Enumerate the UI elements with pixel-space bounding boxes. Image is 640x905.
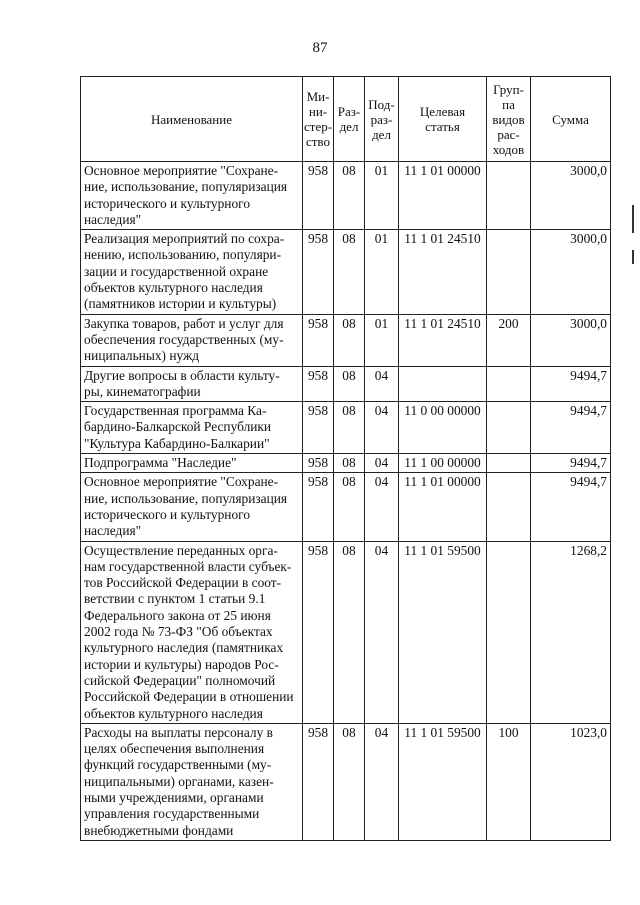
row-subsection: 04: [365, 473, 399, 541]
row-expense-group: 100: [487, 723, 531, 840]
row-target: [399, 366, 487, 402]
table-row: [81, 454, 611, 473]
scan-mark: [632, 250, 634, 264]
header-target: Целевая статья: [399, 77, 487, 162]
row-subsection: 04: [365, 723, 399, 840]
row-subsection: 04: [365, 541, 399, 723]
row-ministry: 958: [303, 454, 334, 473]
header-amount: Сумма: [531, 77, 611, 162]
row-amount: 3000,0: [531, 162, 611, 230]
header-ministry: Ми- ни- стер- ство: [303, 77, 334, 162]
budget-table: [80, 76, 611, 841]
row-target: 11 1 01 24510: [399, 314, 487, 366]
row-name: Основное мероприятие "Сохране- ние, использование, популяризация исторического и культурного наследия": [81, 473, 303, 541]
row-target: 11 1 00 00000: [399, 454, 487, 473]
header-name: Наименование: [81, 77, 303, 162]
row-expense-group: 200: [487, 314, 531, 366]
row-section: 08: [334, 454, 365, 473]
row-name: Основное мероприятие "Сохране- ние, использование, популяризация исторического и культурного наследия": [81, 162, 303, 230]
table-body: [81, 162, 611, 841]
row-subsection: 04: [365, 402, 399, 454]
table-row: [81, 366, 611, 402]
row-section: 08: [334, 402, 365, 454]
page-number: 87: [312, 40, 328, 56]
row-name: Другие вопросы в области культу- ры, кинематографии: [81, 366, 303, 402]
row-section: 08: [334, 162, 365, 230]
row-section: 08: [334, 366, 365, 402]
row-ministry: 958: [303, 723, 334, 840]
row-expense-group: [487, 473, 531, 541]
row-ministry: 958: [303, 473, 334, 541]
row-ministry: 958: [303, 162, 334, 230]
row-amount: 9494,7: [531, 454, 611, 473]
row-target: 11 1 01 24510: [399, 230, 487, 314]
row-name: Расходы на выплаты персоналу в целях обеспечения выполнения функций государственными (му- ниципальными) органами, казен- ными учреждениями, органами управления государственными внебюджетными фондами: [81, 723, 303, 840]
row-ministry: 958: [303, 402, 334, 454]
row-expense-group: [487, 541, 531, 723]
row-target: 11 1 01 00000: [399, 162, 487, 230]
table-row: [81, 314, 611, 366]
row-subsection: 01: [365, 230, 399, 314]
row-section: 08: [334, 314, 365, 366]
row-expense-group: [487, 454, 531, 473]
table-row: [81, 473, 611, 541]
row-ministry: 958: [303, 541, 334, 723]
row-expense-group: [487, 402, 531, 454]
row-amount: 9494,7: [531, 366, 611, 402]
row-subsection: 01: [365, 162, 399, 230]
row-amount: 1268,2: [531, 541, 611, 723]
row-expense-group: [487, 162, 531, 230]
row-expense-group: [487, 366, 531, 402]
row-subsection: 01: [365, 314, 399, 366]
table-header-row: [81, 77, 611, 162]
header-expense-group: Груп- па видов рас- ходов: [487, 77, 531, 162]
row-amount: 3000,0: [531, 230, 611, 314]
row-section: 08: [334, 723, 365, 840]
row-expense-group: [487, 230, 531, 314]
row-section: 08: [334, 230, 365, 314]
row-name: Осуществление переданных орга- нам государственной власти субъек- тов Российской Федерации в соот- ветствии с пунктом 1 статьи 9.1 Федерального закона от 25 июня 2002 года № 73-ФЗ "Об объектах культурного наследия (памятниках истории и культуры) народов Рос- сийской Федерации" полномочий Российской Федерации в отношении объектов культурного наследия: [81, 541, 303, 723]
row-target: 11 1 01 59500: [399, 723, 487, 840]
row-ministry: 958: [303, 314, 334, 366]
header-section: Раз- дел: [334, 77, 365, 162]
row-subsection: 04: [365, 366, 399, 402]
row-target: 11 0 00 00000: [399, 402, 487, 454]
row-name: Подпрограмма "Наследие": [81, 454, 303, 473]
row-amount: 1023,0: [531, 723, 611, 840]
row-name: Реализация мероприятий по сохра- нению, использованию, популяри- зации и государственной охране объектов культурного наследия (памятников истории и культуры): [81, 230, 303, 314]
table-row: [81, 723, 611, 840]
row-amount: 3000,0: [531, 314, 611, 366]
row-section: 08: [334, 473, 365, 541]
table-row: [81, 402, 611, 454]
table-row: [81, 162, 611, 230]
row-amount: 9494,7: [531, 402, 611, 454]
row-ministry: 958: [303, 366, 334, 402]
row-amount: 9494,7: [531, 473, 611, 541]
row-ministry: 958: [303, 230, 334, 314]
table-row: [81, 230, 611, 314]
row-target: 11 1 01 00000: [399, 473, 487, 541]
row-name: Государственная программа Ка- бардино-Балкарской Республики "Культура Кабардино-Балкарии": [81, 402, 303, 454]
table-row: [81, 541, 611, 723]
header-subsection: Под- раз- дел: [365, 77, 399, 162]
row-name: Закупка товаров, работ и услуг для обеспечения государственных (му- ниципальных) нужд: [81, 314, 303, 366]
row-subsection: 04: [365, 454, 399, 473]
scan-mark: [632, 205, 634, 233]
row-section: 08: [334, 541, 365, 723]
row-target: 11 1 01 59500: [399, 541, 487, 723]
